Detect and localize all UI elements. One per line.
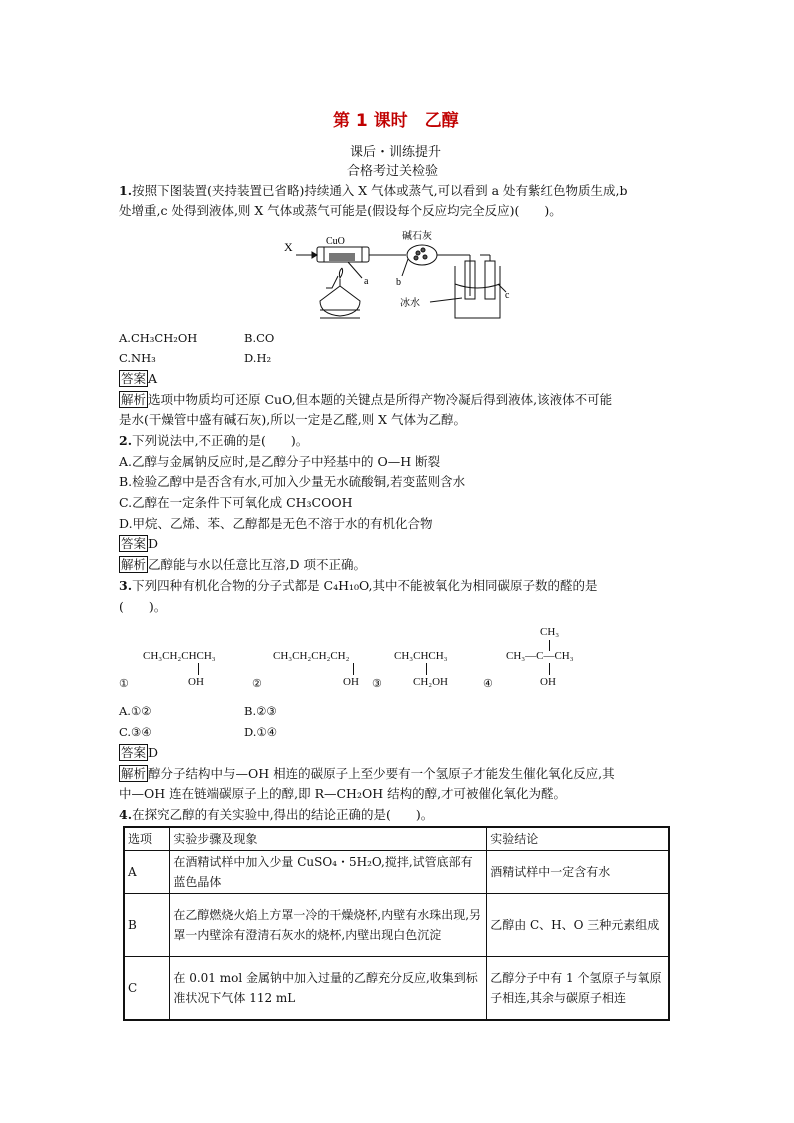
answer-value: D xyxy=(148,536,159,551)
q2-analysis: 解析 乙醇能与水以任意比互溶,D 项不正确。 xyxy=(121,557,366,572)
question-4-number: 4. xyxy=(119,807,133,822)
q2-option-c: C.乙醇在一定条件下可氧化成 CH₃COOH xyxy=(119,495,353,510)
bond-line xyxy=(426,663,427,675)
answer-value: D xyxy=(148,745,159,760)
table-cell-option: A xyxy=(124,851,170,894)
diagram-label-ice-water: 冰水 xyxy=(400,298,420,309)
q3-analysis-line2: 中—OH 连在链端碳原子上的醇,即 R—CH₂OH 结构的醇,才可被催化氧化为醛。 xyxy=(119,786,567,801)
diagram-label-soda-lime: 碱石灰 xyxy=(402,231,432,242)
table-cell-conclusion: 酒精试样中一定含有水 xyxy=(487,851,669,894)
question-1-line2: 处增重,c 处得到液体,则 X 气体或蒸气可能是(假设每个反应均完全反应)( )。 xyxy=(119,203,562,218)
apparatus-diagram xyxy=(280,226,520,326)
table-cell-conclusion: 乙醇分子中有 1 个氢原子与氧原子相连,其余与碳原子相连 xyxy=(487,957,669,1020)
q1-analysis-line2: 是水(干燥管中盛有碱石灰),所以一定是乙醛,则 X 气体为乙醇。 xyxy=(119,412,467,427)
analysis-tag: 解析 xyxy=(121,557,147,572)
question-4: 4.在探究乙醇的有关实验中,得出的结论正确的是( )。 xyxy=(119,807,434,822)
section-heading: 课后・训练提升 xyxy=(350,145,442,160)
question-2-number: 2. xyxy=(119,433,133,448)
table-row xyxy=(124,957,669,1020)
experiment-table xyxy=(123,826,670,1021)
question-3-line1: 3.下列四种有机化合物的分子式都是 C₄H₁₀O,其中不能被氧化为相同碳原子数的醛的是 xyxy=(119,578,598,593)
q3-answer xyxy=(119,743,158,763)
table-header-cell: 实验步骤及现象 xyxy=(170,827,487,851)
bond-line xyxy=(353,663,354,675)
analysis-tag: 解析 xyxy=(121,766,147,781)
table-cell-step: 在 0.01 mol 金属钠中加入过量的乙醇充分反应,收集到标准状况下气体 112 mL xyxy=(170,957,487,1020)
q1-option-d: D.H₂ xyxy=(244,351,272,365)
q3-option-c: C.③④ xyxy=(119,725,152,739)
document-page: 第 1 课时 乙醇 课后・训练提升 合格考过关检验 1.按照下图装置(夹持装置已省略)持续通入 X 气体或蒸气,可以看到 a 处有紫红色物质生成,b 处增重,c 处得到液体,则 X 气体或蒸气可能是(假设每个反应均完全反应)( )。 X CuO 碱石灰 a b c 冰水 A.CH₃CH₂OH B.CO C.NH₃ D.H₂ 答案 A 解析 选项中物质均可还原 CuO,但本题的关键点是所得产物冷凝后得到液体,该液体不可能 是水(干燥管中盛有碱石灰),所以一定是乙醛,则 X 气体为乙醇。 2.下列说法中,不正确的是( )。 A.乙醇与金属钠反应时,是乙醇分子中羟基中的 O—H 断裂 B.检验乙醇中是否含有水,可加入少量无水硫酸铜,若变蓝则含水 C.乙醇在一定条件下可氧化成 CH₃COOH D.甲烷、乙烯、苯、乙醇都是无色不溶于水的有机化合物 答案 D 解析 乙醇能与水以任意比互溶,D 项不正确。 3.下列四种有机化合物的分子式都是 C₄H₁₀O,其中不能被氧化为相同碳原子数的醛的是 ( )。 CH₃CH₂CHCH₃ OH ① CH₃CH₂CH₂CH₂ OH ② CH₃CHCH₃ CH₂OH ③ CH₃ CH₃—C—CH₃ OH ④ A.①② B.②③ C.③④ D.①④ 答案 D 解析 醇分子结构中与—OH 相连的碳原子上至少要有一个氢原子才能发生催化氧化反应,其 中—OH 连在链端碳原子上的醇,即 R—CH₂OH 结构的醇,才可被催化氧化为醛。 4.在探究乙醇的有关实验中,得出的结论正确的是( )。 选项 实验步骤及现象 实验结论 A 在酒精试样中加入少量 CuSO₄・5H₂O,搅拌,试管底部有蓝色晶体 酒精试样中一定含有水 B 在乙醇燃烧火焰上方罩一冷的干燥烧杯,内壁有水珠出现,另罩一内壁涂有澄清石灰水的烧杯,内壁出现白色沉淀 乙醇由 C、H、O 三种元素组成 C 在 0.01 mol 金属钠中加入过量的乙醇充分反应,收集到标准状况下气体 112 mL 乙醇分子中有 1 个氢原子与氧原子相连,其余与碳原子相连 xyxy=(0,0,794,1123)
table-cell-option: C xyxy=(124,957,170,1020)
diagram-label-x: X xyxy=(284,240,293,254)
question-3-line2: ( )。 xyxy=(119,599,167,614)
table-header-row xyxy=(124,827,669,851)
q2-option-d: D.甲烷、乙烯、苯、乙醇都是无色不溶于水的有机化合物 xyxy=(119,516,433,531)
analysis-tag: 解析 xyxy=(121,392,147,407)
question-1-line1: 1.按照下图装置(夹持装置已省略)持续通入 X 气体或蒸气,可以看到 a 处有紫红色物质生成,b xyxy=(119,183,628,198)
answer-tag: 答案 xyxy=(121,745,147,760)
q1-analysis-line1: 解析 选项中物质均可还原 CuO,但本题的关键点是所得产物冷凝后得到液体,该液体不可能 xyxy=(121,392,613,407)
table-header-cell: 实验结论 xyxy=(487,827,669,851)
q3-option-b: B.②③ xyxy=(244,704,277,718)
q1-option-c: C.NH₃ xyxy=(119,351,156,365)
answer-value: A xyxy=(148,371,158,386)
table-cell-option: B xyxy=(124,894,170,957)
q1-option-a: A.CH₃CH₂OH xyxy=(119,331,198,345)
diagram-label-a: a xyxy=(364,276,369,287)
lesson-title: 第 1 课时 乙醇 xyxy=(333,111,459,131)
q1-option-b: B.CO xyxy=(244,331,275,345)
question-1-number: 1. xyxy=(119,183,133,198)
answer-tag: 答案 xyxy=(121,536,147,551)
q2-option-a: A.乙醇与金属钠反应时,是乙醇分子中羟基中的 O—H 断裂 xyxy=(119,454,441,469)
diagram-label-cuo: CuO xyxy=(326,236,345,247)
diagram-label-b: b xyxy=(396,277,401,288)
q2-answer xyxy=(119,534,158,554)
question-2: 2.下列说法中,不正确的是( )。 xyxy=(119,433,309,448)
table-cell-step: 在乙醇燃烧火焰上方罩一冷的干燥烧杯,内壁有水珠出现,另罩一内壁涂有澄清石灰水的烧杯,内壁出现白色沉淀 xyxy=(170,894,487,957)
q3-analysis-line1: 解析 醇分子结构中与—OH 相连的碳原子上至少要有一个氢原子才能发生催化氧化反应,其 xyxy=(121,766,615,781)
table-header-cell: 选项 xyxy=(124,827,170,851)
question-3-number: 3. xyxy=(119,578,133,593)
q3-option-a: A.①② xyxy=(119,704,152,718)
table-cell-conclusion: 乙醇由 C、H、O 三种元素组成 xyxy=(487,894,669,957)
diagram-label-c: c xyxy=(505,290,510,301)
subsection-heading: 合格考过关检验 xyxy=(347,164,439,179)
q3-option-d: D.①④ xyxy=(244,725,278,739)
q2-option-b: B.检验乙醇中是否含有水,可加入少量无水硫酸铜,若变蓝则含水 xyxy=(119,474,466,489)
q1-answer xyxy=(119,369,157,389)
bond-line xyxy=(198,663,199,675)
table-row xyxy=(124,851,669,894)
answer-tag: 答案 xyxy=(121,371,147,386)
bond-line xyxy=(549,663,550,675)
table-row xyxy=(124,894,669,957)
table-cell-step: 在酒精试样中加入少量 CuSO₄・5H₂O,搅拌,试管底部有蓝色晶体 xyxy=(170,851,487,894)
